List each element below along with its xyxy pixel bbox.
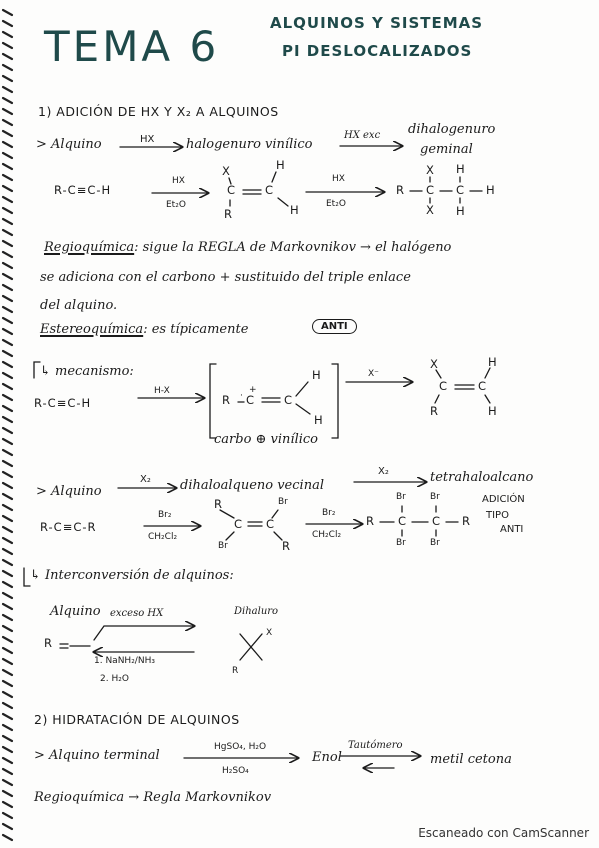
atom-br: Br: [396, 538, 406, 548]
flow3-start: > Alquino terminal: [34, 748, 160, 763]
atom-r: R: [222, 393, 231, 407]
interconversion-reagent-bottom2: 2. H₂O: [100, 674, 129, 684]
atom-x: X: [430, 357, 439, 371]
regio-line2: se adiciona con el carbono + sustituido del triple enlace: [40, 270, 411, 285]
atom-br: Br: [278, 497, 288, 507]
atom-r: R: [282, 539, 291, 553]
atom-h: H: [488, 355, 498, 369]
mechanism-label: ↳ mecanismo:: [40, 364, 134, 379]
reaction2-reagent2: Br₂: [322, 508, 336, 518]
reaction1-solvent2: Et₂O: [326, 199, 346, 209]
interconversion-corner: [24, 568, 30, 586]
atom-x: X: [222, 164, 231, 178]
atom-c: C: [398, 514, 408, 528]
interconversion-left: Alquino: [50, 604, 101, 619]
atom-r: R: [44, 636, 53, 650]
reaction1-reagent1: HX: [172, 176, 185, 186]
flow2-end: tetrahaloalcano: [430, 470, 534, 485]
mechanism-reactant: R-C≡C-H: [34, 396, 92, 410]
atom-x: X: [426, 163, 435, 177]
atom-h: H: [486, 183, 496, 197]
estereo-line: Estereoquímica: es típicamente: [40, 322, 249, 337]
interconversion-reagent-top: exceso HX: [110, 608, 164, 619]
atom-r: R: [396, 183, 405, 197]
reaction2-solvent2: CH₂Cl₂: [312, 530, 342, 540]
atom-c: C: [266, 517, 276, 531]
atom-x: X: [426, 203, 435, 217]
mechanism-bracket-left: [210, 364, 216, 438]
atom-c: C: [432, 514, 442, 528]
reaction2-reactant: R-C≡C-R: [40, 520, 97, 534]
flow3-end: metil cetona: [430, 752, 512, 767]
flow1-reagent2: HX exc: [344, 130, 381, 141]
flow3-mid: Enol: [312, 750, 342, 765]
atom-h: H: [314, 413, 324, 427]
reaction1-solvent1: Et₂O: [166, 200, 186, 210]
atom-r: R: [232, 666, 239, 676]
atom-h: H: [276, 158, 286, 172]
atom-c: C: [478, 379, 488, 393]
flow1-end-top: dihalogenuro: [408, 122, 496, 137]
anti-note-3: ANTI: [500, 524, 524, 535]
atom-br: Br: [218, 541, 228, 551]
flow2-start: > Alquino: [36, 484, 102, 499]
interconversion-label: ↳ Interconversión de alquinos:: [30, 568, 234, 583]
lone-pair-dot: ·: [240, 391, 243, 401]
atom-br: Br: [430, 538, 440, 548]
atom-br: Br: [396, 492, 406, 502]
regio-line1: Regioquímica: sigue la REGLA de Markovnikov → el halógeno: [44, 240, 452, 255]
section2-heading: 2) HIDRATACIÓN DE ALQUINOS: [34, 712, 240, 727]
reaction2-solvent1: CH₂Cl₂: [148, 532, 178, 542]
mechanism-bracket-left-corner: [34, 362, 40, 378]
atom-h: H: [488, 404, 498, 418]
flow1-start: > Alquino: [36, 137, 102, 152]
atom-r: R: [462, 514, 471, 528]
page-subtitle-line2: PI DESLOCALIZADOS: [282, 42, 473, 60]
flow3-reagent1-acid: H₂SO₄: [222, 766, 249, 776]
mechanism-bracket-right: [332, 364, 338, 438]
section2-regio: Regioquímica → Regla Markovnikov: [34, 790, 272, 805]
anti-badge: ANTI: [312, 319, 357, 334]
atom-c: C: [227, 183, 237, 197]
mechanism-reagent1: H-X: [154, 386, 170, 396]
atom-r: R: [430, 404, 439, 418]
camscanner-watermark: Escaneado con CamScanner: [418, 826, 589, 840]
atom-h: H: [456, 204, 466, 218]
anti-note-2: TIPO: [486, 510, 509, 521]
atom-h: H: [312, 368, 322, 382]
section1-heading: 1) ADICIÓN DE HX Y X₂ A ALQUINOS: [38, 104, 279, 119]
flow3-reagent2: Tautómero: [348, 740, 403, 751]
page-title: TEMA 6: [44, 22, 220, 71]
atom-br: Br: [430, 492, 440, 502]
interconversion-reagent-bottom1: 1. NaNH₂/NH₃: [94, 656, 155, 666]
atom-h: H: [456, 162, 466, 176]
atom-r: R: [366, 514, 375, 528]
page-subtitle-line1: ALQUINOS Y SISTEMAS: [270, 14, 484, 32]
interconversion-right: Dihaluro: [234, 606, 279, 617]
atom-c: C: [426, 183, 436, 197]
anti-note-1: ADICIÓN: [482, 494, 525, 505]
mechanism-reagent2: X⁻: [368, 369, 379, 379]
flow3-reagent1: HgSO₄, H₂O: [214, 742, 267, 752]
interconversion-arrow-top: [94, 626, 194, 640]
reaction2-reagent1: Br₂: [158, 510, 172, 520]
reaction1-reagent2: HX: [332, 174, 345, 184]
reaction1-reactant: R-C≡C-H: [54, 183, 112, 197]
atom-c: C: [246, 393, 256, 407]
atom-x: X: [266, 628, 273, 638]
flow1-mid: halogenuro vinílico: [186, 137, 313, 152]
atom-c: C: [284, 393, 294, 407]
atom-r: R: [214, 497, 223, 511]
atom-c: C: [456, 183, 466, 197]
atom-c: C: [234, 517, 244, 531]
atom-r: R: [224, 207, 233, 221]
flow1-end-bottom: geminal: [420, 142, 473, 157]
flow1-reagent1: HX: [140, 134, 155, 145]
mechanism-caption: carbo ⊕ vinílico: [214, 432, 319, 447]
atom-h: H: [290, 203, 300, 217]
flow2-reagent1: X₂: [140, 474, 151, 485]
atom-c: C: [439, 379, 449, 393]
atom-c: C: [265, 183, 275, 197]
regio-line3: del alquino.: [40, 298, 118, 313]
plus-charge: +: [249, 385, 257, 395]
flow2-mid: dihaloalqueno vecinal: [180, 478, 324, 493]
flow2-reagent2: X₂: [378, 466, 389, 477]
